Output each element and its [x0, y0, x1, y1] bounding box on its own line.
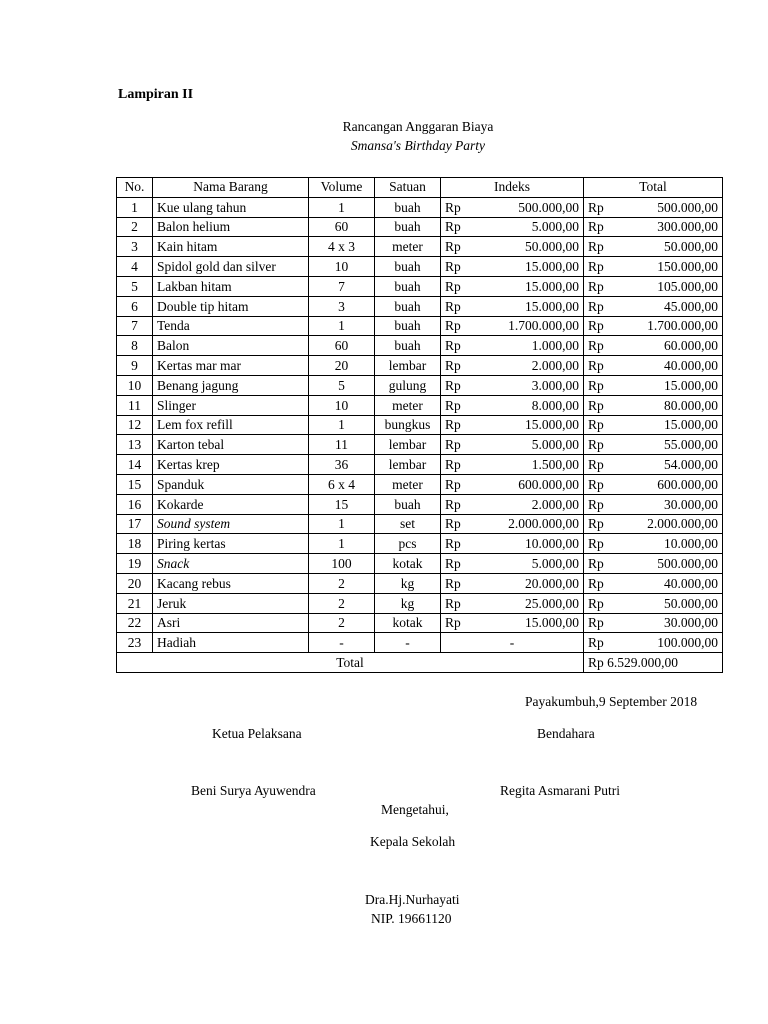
document-title: Rancangan Anggaran Biaya: [342, 119, 494, 134]
cell-total: [584, 336, 723, 356]
table-row: [117, 633, 723, 653]
cell-no: 15: [117, 474, 153, 494]
cell-volume: 6 x 4: [309, 474, 375, 494]
cell-item-name: Kain hitam: [153, 237, 309, 257]
price-amount: 15.000,00: [525, 258, 579, 274]
cell-no: 12: [117, 415, 153, 435]
cell-unit: meter: [375, 395, 441, 415]
price-amount: 15.000,00: [525, 615, 579, 631]
cell-volume: 60: [309, 217, 375, 237]
budget-table: [116, 177, 723, 673]
cell-price: [441, 237, 584, 257]
cell-price: [441, 514, 584, 534]
table-row: [117, 415, 723, 435]
currency-label: Rp: [588, 199, 604, 215]
table-row: [117, 573, 723, 593]
cell-volume: 100: [309, 554, 375, 574]
cell-volume: 11: [309, 435, 375, 455]
total-amount: 40.000,00: [664, 575, 718, 591]
table-row: [117, 217, 723, 237]
total-amount: 500.000,00: [657, 199, 718, 215]
cell-volume: 10: [309, 257, 375, 277]
cell-volume: 1: [309, 514, 375, 534]
currency-label: Rp: [588, 417, 604, 433]
cell-total: [584, 276, 723, 296]
cell-total: [584, 395, 723, 415]
cell-volume: 1: [309, 534, 375, 554]
price-amount: 1.000,00: [531, 338, 579, 354]
currency-label: Rp: [588, 536, 604, 552]
cell-volume: -: [309, 633, 375, 653]
cell-volume: 36: [309, 455, 375, 475]
cell-no: 10: [117, 375, 153, 395]
price-amount: 8.000,00: [531, 397, 579, 413]
cell-no: 16: [117, 494, 153, 514]
table-row: [117, 197, 723, 217]
cell-price: [441, 356, 584, 376]
grand-total-row: [117, 653, 723, 673]
currency-label: Rp: [445, 575, 461, 591]
cell-total: [584, 435, 723, 455]
cell-item-name: Kertas krep: [153, 455, 309, 475]
cell-volume: 1: [309, 415, 375, 435]
currency-label: Rp: [588, 456, 604, 472]
price-amount: 25.000,00: [525, 595, 579, 611]
cell-total: [584, 356, 723, 376]
cell-total: [584, 296, 723, 316]
cell-unit: kotak: [375, 554, 441, 574]
cell-total: [584, 514, 723, 534]
cell-price: [441, 257, 584, 277]
cell-item-name: Slinger: [153, 395, 309, 415]
cell-item-name: Sound system: [153, 514, 309, 534]
table-row: [117, 395, 723, 415]
cell-volume: 5: [309, 375, 375, 395]
header-item-name: Nama Barang: [153, 178, 309, 198]
cell-volume: 2: [309, 593, 375, 613]
cell-item-name: Spanduk: [153, 474, 309, 494]
cell-item-name: Balon helium: [153, 217, 309, 237]
cell-no: 5: [117, 276, 153, 296]
cell-volume: 2: [309, 573, 375, 593]
currency-label: Rp: [588, 219, 604, 235]
currency-label: Rp: [445, 219, 461, 235]
currency-label: Rp: [445, 318, 461, 334]
price-amount: 600.000,00: [518, 476, 579, 492]
currency-label: Rp: [445, 417, 461, 433]
cell-price: [441, 554, 584, 574]
cell-volume: 3: [309, 296, 375, 316]
cell-volume: 1: [309, 316, 375, 336]
cell-price: [441, 455, 584, 475]
total-amount: 54.000,00: [664, 456, 718, 472]
appendix-heading: Lampiran II: [118, 87, 194, 102]
currency-label: Rp: [588, 357, 604, 373]
cell-no: 21: [117, 593, 153, 613]
cell-unit: meter: [375, 237, 441, 257]
price-amount: 1.700.000,00: [508, 318, 579, 334]
total-amount: 45.000,00: [664, 298, 718, 314]
cell-item-name: Kue ulang tahun: [153, 197, 309, 217]
chairman-name: Beni Surya Ayuwendra: [191, 783, 316, 798]
price-amount: 2.000.000,00: [508, 516, 579, 532]
cell-item-name: Lem fox refill: [153, 415, 309, 435]
currency-label: Rp: [588, 258, 604, 274]
currency-label: Rp: [445, 338, 461, 354]
cell-item-name: Spidol gold dan silver: [153, 257, 309, 277]
price-amount: 10.000,00: [525, 536, 579, 552]
cell-item-name: Piring kertas: [153, 534, 309, 554]
table-row: [117, 237, 723, 257]
header-total: Total: [584, 178, 723, 198]
grand-total-value: Rp 6.529.000,00: [584, 653, 723, 673]
currency-label: Rp: [588, 239, 604, 255]
total-amount: 600.000,00: [657, 476, 718, 492]
cell-total: [584, 633, 723, 653]
price-amount: 2.000,00: [531, 496, 579, 512]
header-price: Indeks: [441, 178, 584, 198]
cell-total: [584, 237, 723, 257]
total-amount: 40.000,00: [664, 357, 718, 373]
table-row: [117, 455, 723, 475]
cell-no: 6: [117, 296, 153, 316]
table-row: [117, 494, 723, 514]
currency-label: Rp: [445, 239, 461, 255]
cell-item-name: Snack: [153, 554, 309, 574]
price-amount: 15.000,00: [525, 278, 579, 294]
price-amount: 500.000,00: [518, 199, 579, 215]
cell-no: 20: [117, 573, 153, 593]
cell-volume: 20: [309, 356, 375, 376]
cell-item-name: Jeruk: [153, 593, 309, 613]
cell-volume: 10: [309, 395, 375, 415]
cell-unit: meter: [375, 474, 441, 494]
cell-no: 7: [117, 316, 153, 336]
treasurer-title: Bendahara: [537, 726, 595, 741]
treasurer-name: Regita Asmarani Putri: [500, 783, 620, 798]
currency-label: Rp: [445, 615, 461, 631]
total-amount: 105.000,00: [657, 278, 718, 294]
total-amount: 55.000,00: [664, 437, 718, 453]
cell-no: 11: [117, 395, 153, 415]
currency-label: Rp: [445, 298, 461, 314]
chairman-title: Ketua Pelaksana: [212, 726, 302, 741]
cell-unit: lembar: [375, 455, 441, 475]
cell-price: [441, 435, 584, 455]
currency-label: Rp: [588, 437, 604, 453]
cell-item-name: Kertas mar mar: [153, 356, 309, 376]
cell-unit: lembar: [375, 435, 441, 455]
header-volume: Volume: [309, 178, 375, 198]
principal-title: Kepala Sekolah: [370, 834, 456, 849]
cell-total: [584, 554, 723, 574]
cell-unit: buah: [375, 336, 441, 356]
cell-price: [441, 296, 584, 316]
price-amount: 20.000,00: [525, 575, 579, 591]
cell-item-name: Karton tebal: [153, 435, 309, 455]
cell-price: [441, 336, 584, 356]
currency-label: Rp: [445, 555, 461, 571]
cell-item-name: Asri: [153, 613, 309, 633]
currency-label: Rp: [445, 456, 461, 472]
total-amount: 2.000.000,00: [647, 516, 718, 532]
cell-total: [584, 455, 723, 475]
currency-label: Rp: [445, 496, 461, 512]
grand-total-label: Total: [117, 653, 584, 673]
cell-unit: kg: [375, 593, 441, 613]
currency-label: Rp: [445, 377, 461, 393]
currency-label: Rp: [588, 516, 604, 532]
currency-label: Rp: [445, 258, 461, 274]
price-amount: 5.000,00: [531, 219, 579, 235]
cell-total: [584, 415, 723, 435]
table-header-row: [117, 178, 723, 198]
table-row: [117, 435, 723, 455]
currency-label: Rp: [445, 437, 461, 453]
table-row: [117, 356, 723, 376]
cell-price: [441, 534, 584, 554]
cell-unit: kotak: [375, 613, 441, 633]
cell-volume: 4 x 3: [309, 237, 375, 257]
cell-price: [441, 395, 584, 415]
cell-total: [584, 494, 723, 514]
currency-label: Rp: [445, 357, 461, 373]
currency-label: Rp: [588, 318, 604, 334]
cell-total: [584, 197, 723, 217]
table-row: [117, 514, 723, 534]
cell-volume: 7: [309, 276, 375, 296]
total-amount: 50.000,00: [664, 239, 718, 255]
currency-label: Rp: [588, 476, 604, 492]
currency-label: Rp: [445, 476, 461, 492]
cell-price: [441, 197, 584, 217]
cell-volume: 15: [309, 494, 375, 514]
cell-unit: buah: [375, 276, 441, 296]
cell-price: [441, 494, 584, 514]
currency-label: Rp: [588, 377, 604, 393]
cell-price: [441, 613, 584, 633]
table-row: [117, 276, 723, 296]
cell-no: 17: [117, 514, 153, 534]
cell-total: [584, 613, 723, 633]
table-row: [117, 613, 723, 633]
cell-total: [584, 474, 723, 494]
cell-total: [584, 375, 723, 395]
cell-unit: buah: [375, 257, 441, 277]
document-subtitle: Smansa's Birthday Party: [350, 138, 486, 153]
place-date: Payakumbuh,9 September 2018: [525, 694, 698, 709]
cell-item-name: Balon: [153, 336, 309, 356]
currency-label: Rp: [588, 496, 604, 512]
cell-unit: buah: [375, 217, 441, 237]
total-amount: 150.000,00: [657, 258, 718, 274]
cell-price: [441, 375, 584, 395]
currency-label: Rp: [445, 536, 461, 552]
cell-no: 9: [117, 356, 153, 376]
total-amount: 1.700.000,00: [647, 318, 718, 334]
cell-no: 1: [117, 197, 153, 217]
cell-item-name: Lakban hitam: [153, 276, 309, 296]
total-amount: 300.000,00: [657, 219, 718, 235]
cell-total: [584, 573, 723, 593]
cell-price: [441, 474, 584, 494]
cell-no: 23: [117, 633, 153, 653]
table-row: [117, 474, 723, 494]
currency-label: Rp: [588, 338, 604, 354]
currency-label: Rp: [588, 575, 604, 591]
currency-label: Rp: [588, 555, 604, 571]
cell-total: [584, 593, 723, 613]
cell-volume: 60: [309, 336, 375, 356]
price-amount: 2.000,00: [531, 357, 579, 373]
total-amount: 80.000,00: [664, 397, 718, 413]
cell-no: 13: [117, 435, 153, 455]
header-unit: Satuan: [375, 178, 441, 198]
cell-no: 14: [117, 455, 153, 475]
table-row: [117, 316, 723, 336]
total-amount: 500.000,00: [657, 555, 718, 571]
total-amount: 10.000,00: [664, 536, 718, 552]
cell-price: [441, 316, 584, 336]
cell-item-name: Double tip hitam: [153, 296, 309, 316]
currency-label: Rp: [588, 635, 604, 651]
principal-name: Dra.Hj.Nurhayati: [365, 892, 460, 907]
table-row: [117, 593, 723, 613]
cell-price: [441, 276, 584, 296]
total-amount: 30.000,00: [664, 496, 718, 512]
cell-total: [584, 217, 723, 237]
cell-price: [441, 593, 584, 613]
total-amount: 60.000,00: [664, 338, 718, 354]
total-amount: 15.000,00: [664, 377, 718, 393]
cell-no: 4: [117, 257, 153, 277]
currency-label: Rp: [588, 278, 604, 294]
cell-no: 3: [117, 237, 153, 257]
currency-label: Rp: [588, 595, 604, 611]
price-amount: 50.000,00: [525, 239, 579, 255]
currency-label: Rp: [445, 278, 461, 294]
table-row: [117, 534, 723, 554]
cell-no: 18: [117, 534, 153, 554]
total-amount: 100.000,00: [657, 635, 718, 651]
table-row: [117, 257, 723, 277]
price-amount: 15.000,00: [525, 417, 579, 433]
table-row: [117, 296, 723, 316]
cell-price: [441, 217, 584, 237]
table-row: [117, 336, 723, 356]
cell-item-name: Kokarde: [153, 494, 309, 514]
acknowledged-label: Mengetahui,: [381, 802, 449, 817]
total-amount: 15.000,00: [664, 417, 718, 433]
currency-label: Rp: [445, 516, 461, 532]
cell-no: 22: [117, 613, 153, 633]
cell-unit: buah: [375, 197, 441, 217]
price-amount: 3.000,00: [531, 377, 579, 393]
price-amount: 5.000,00: [531, 555, 579, 571]
cell-item-name: Kacang rebus: [153, 573, 309, 593]
cell-total: [584, 534, 723, 554]
price-amount: 15.000,00: [525, 298, 579, 314]
cell-item-name: Benang jagung: [153, 375, 309, 395]
cell-price: [441, 573, 584, 593]
currency-label: Rp: [445, 199, 461, 215]
header-no: No.: [117, 178, 153, 198]
cell-price: [441, 415, 584, 435]
principal-nip: NIP. 19661120: [371, 911, 452, 926]
cell-unit: buah: [375, 494, 441, 514]
cell-unit: buah: [375, 296, 441, 316]
cell-unit: gulung: [375, 375, 441, 395]
cell-price: -: [441, 633, 584, 653]
total-amount: 50.000,00: [664, 595, 718, 611]
cell-no: 8: [117, 336, 153, 356]
table-row: [117, 554, 723, 574]
cell-unit: bungkus: [375, 415, 441, 435]
cell-volume: 1: [309, 197, 375, 217]
currency-label: Rp: [588, 615, 604, 631]
price-amount: 5.000,00: [531, 437, 579, 453]
cell-unit: lembar: [375, 356, 441, 376]
currency-label: Rp: [588, 397, 604, 413]
currency-label: Rp: [588, 298, 604, 314]
cell-unit: -: [375, 633, 441, 653]
cell-total: [584, 316, 723, 336]
cell-no: 19: [117, 554, 153, 574]
cell-item-name: Tenda: [153, 316, 309, 336]
cell-unit: pcs: [375, 534, 441, 554]
total-amount: 30.000,00: [664, 615, 718, 631]
cell-no: 2: [117, 217, 153, 237]
price-amount: 1.500,00: [531, 456, 579, 472]
cell-item-name: Hadiah: [153, 633, 309, 653]
cell-unit: buah: [375, 316, 441, 336]
cell-unit: kg: [375, 573, 441, 593]
currency-label: Rp: [445, 595, 461, 611]
table-row: [117, 375, 723, 395]
cell-total: [584, 257, 723, 277]
cell-volume: 2: [309, 613, 375, 633]
currency-label: Rp: [445, 397, 461, 413]
cell-unit: set: [375, 514, 441, 534]
